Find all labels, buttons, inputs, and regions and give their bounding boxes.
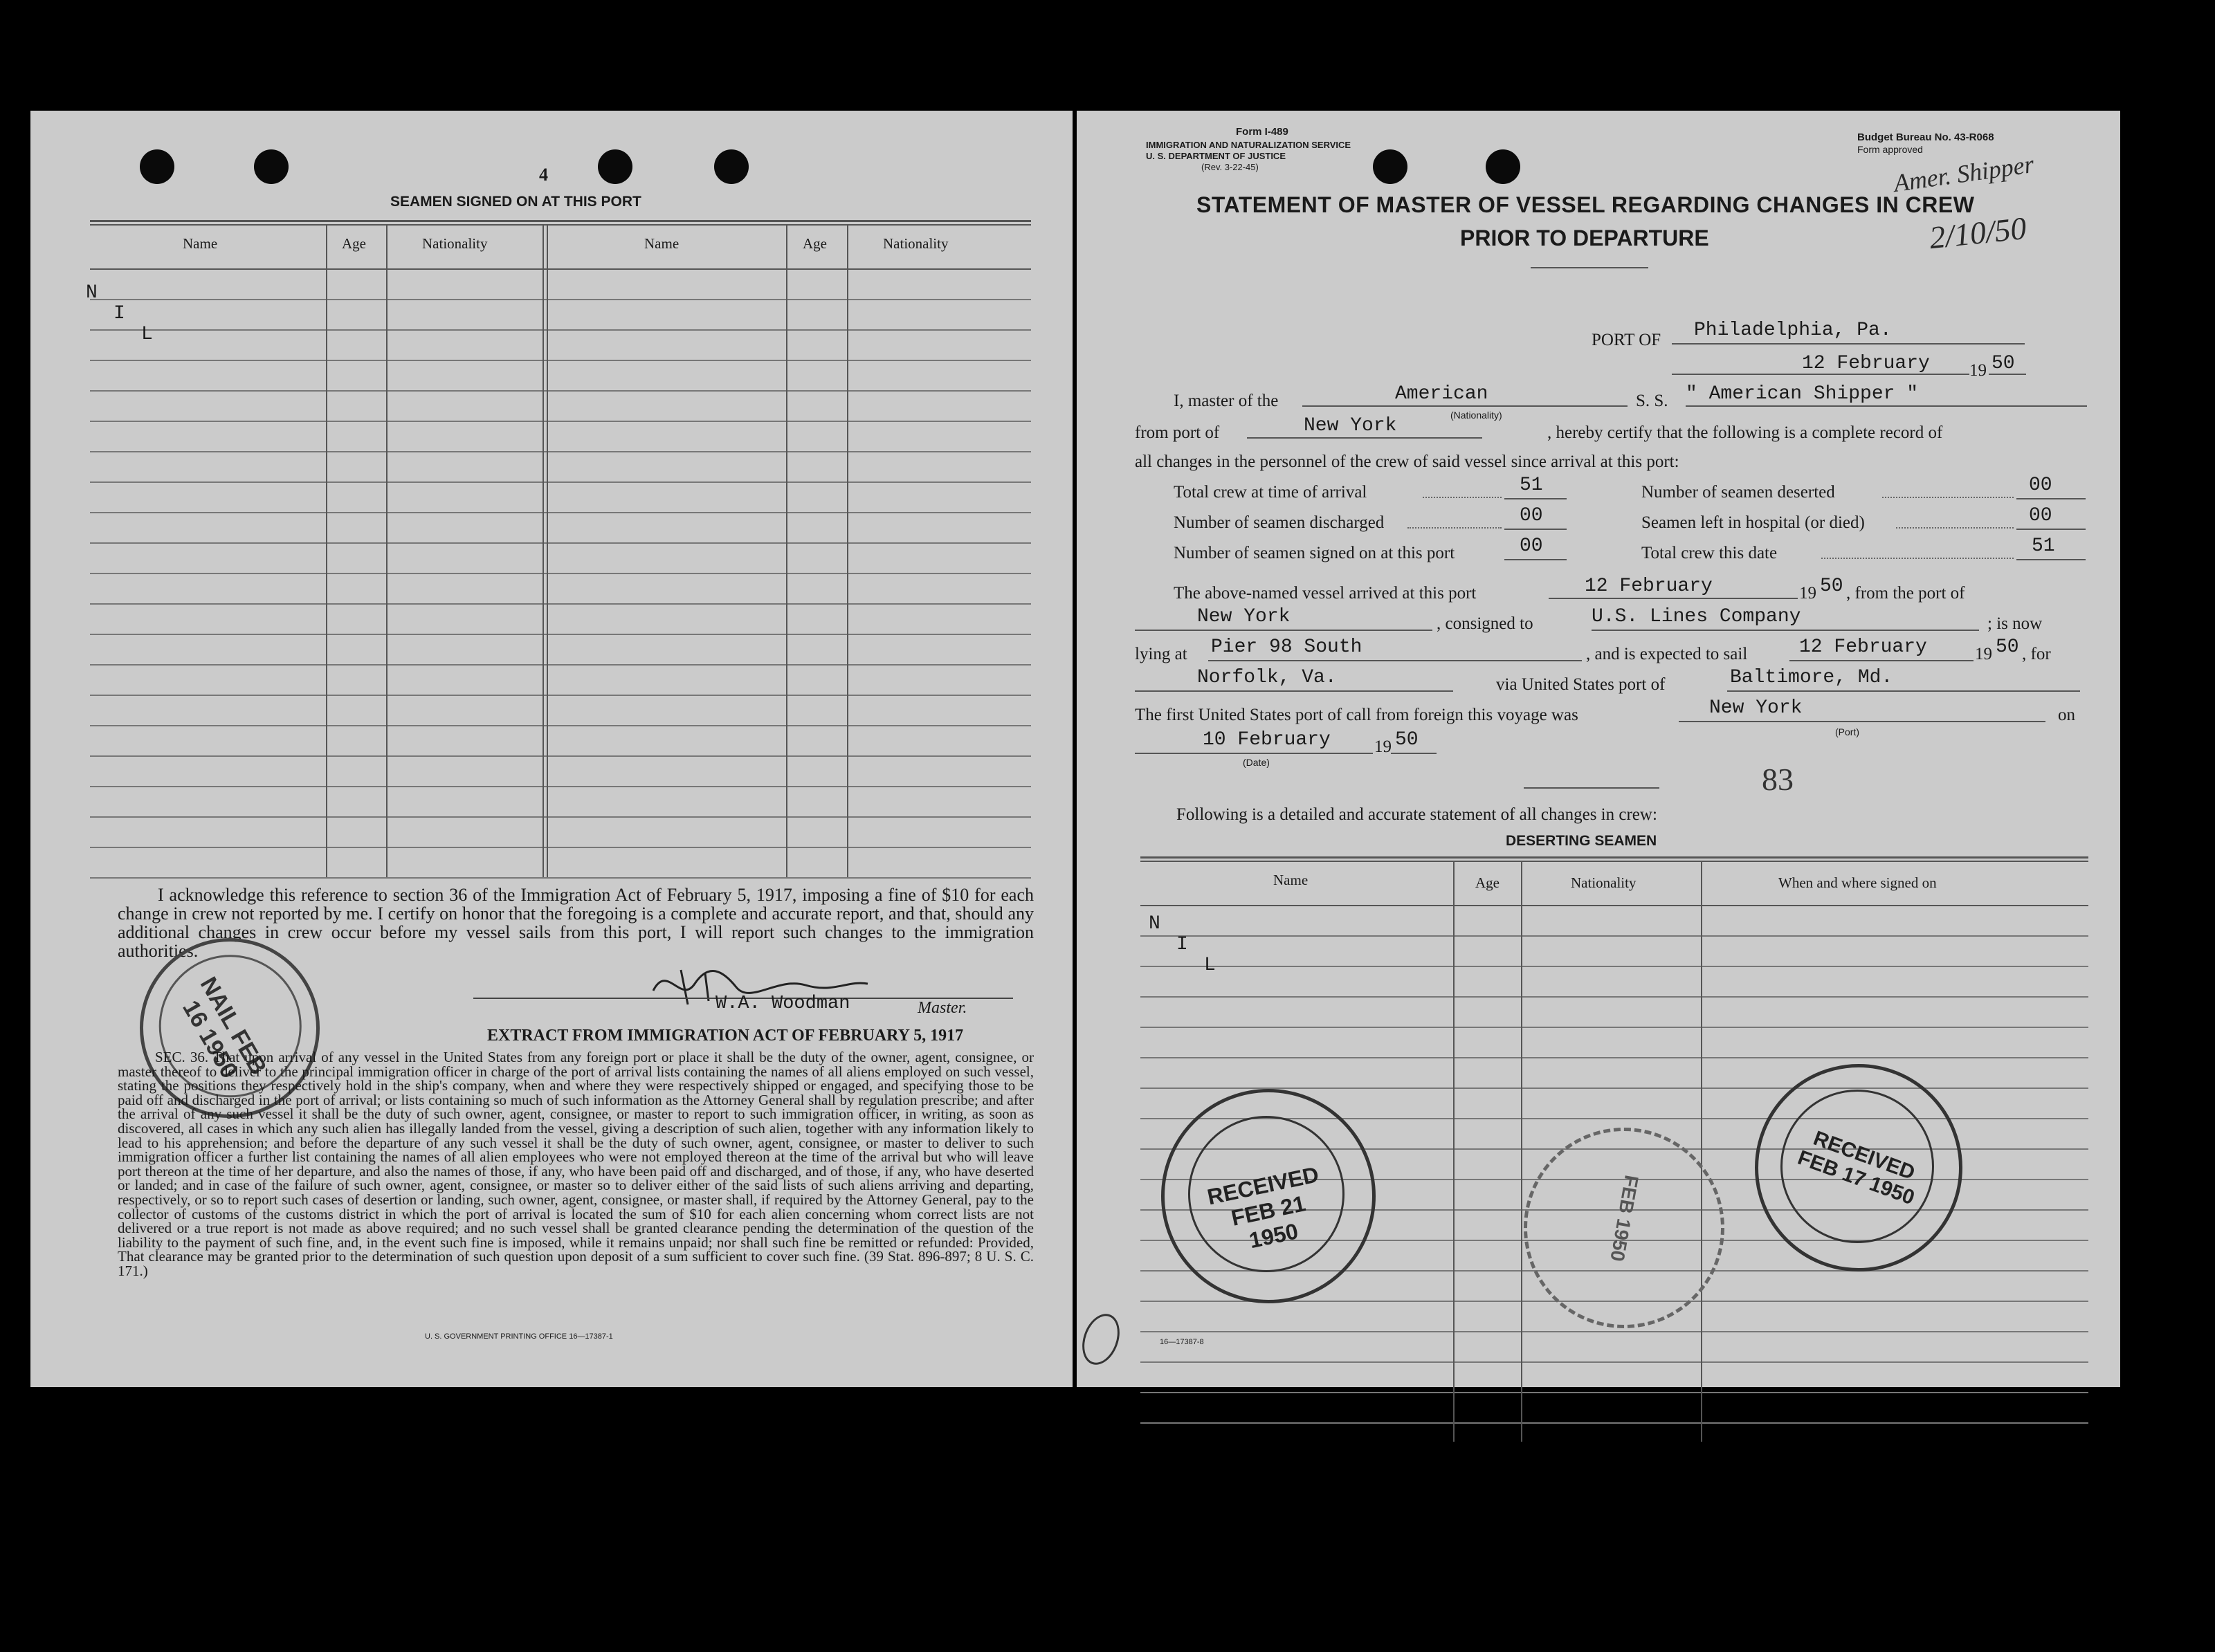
first-year: 50	[1395, 729, 1419, 751]
field-line	[1989, 374, 2026, 375]
form-title: STATEMENT OF MASTER OF VESSEL REGARDING CHANGES IN CREW	[1196, 192, 1975, 217]
revision: (Rev. 3-22-45)	[1201, 162, 1259, 172]
is-now-label: ; is now	[1987, 614, 2043, 633]
extract-body: SEC. 36. That upon arrival of any vessel in the United States from any foreign port or place it shall be the duty of the owner, agent, consignee, or master thereof to deliver to the principal immigration officer in charge of the port of arrival lists containing the names of all aliens employed on such vessel, stating the positions they respectively hold in the ship's company, when and where they were respectively shipped or engaged, and specifying those to be paid off and discharged in the port of arrival; or lists containing so much of such information as the Attorney General shall by regulation prescribe; and after the arrival of any such vessel it shall be the duty of such owner, agent, consignee, or master to report to such immigration officer, in writing, as soon as discovered, all cases in which any such alien has illegally landed from the vessel, giving a description of such alien, together with any information likely to lead to his apprehension; and before the departure of any such vessel it shall be the duty of such owner, agent, consignee, or master to deliver to such immigration officer a further list containing the names of all alien employees who were not employed thereon at the time of the arrival but who will leave port thereon at the time of her departure, and also the names of those, if any, who have been paid off and discharged, and of those, if any, who have deserted or landed; and in case of the failure of such owner, agent, consignee, or master so to deliver either of the said lists of such aliens arriving and departing, respectively, or so to report such cases of desertion or landing, such owner, agent, consignee, or master shall, if required by the Attorney General, pay to the collector of customs of the customs district in which the port of arrival is located the sum of $10 for each alien concerning whom correct lists are not delivered or a true report is not made as above required; and no such vessel shall be granted clearance pending the determination of the question of the liability to the payment of such fine, and, in the event such fine is imposed, while it remains unpaid; nor shall such fine be remitted or refunded: Provided, That clearance may be granted prior to the determination of such question upon deposit of a sum sufficient to cover such fine. (39 Stat. 896-897; 8 U. S. C. 171.)	[118, 1049, 1034, 1279]
port-caption: (Port)	[1835, 726, 1859, 737]
table-row-line	[90, 877, 1031, 879]
column-divider	[543, 224, 544, 877]
column-header: Age	[803, 235, 827, 252]
nil-letter: N	[1149, 913, 1160, 935]
from-the-port-label: , from the port of	[1846, 584, 1965, 603]
table-row-line	[1140, 966, 2088, 967]
stat-value: 00	[2029, 505, 2052, 526]
table-row-line	[1140, 1422, 2088, 1424]
stat-label: Seamen left in hospital (or died)	[1641, 513, 1865, 532]
table-row-line	[1140, 1027, 2088, 1028]
leader-dots	[1821, 558, 2014, 559]
left-page	[30, 111, 1073, 1387]
master-label: I, master of the	[1174, 392, 1279, 410]
certification-text: I acknowledge this reference to section 36 of the Immigration Act of February 5, 1917, imposing a fine of $10 for each change in crew not reported by me. I certify on honor that the foregoing is a complete and accurate report, and that, should any additional changes in crew occur before my vessel sails from this port, I will report such changes to the immigration authorities.	[118, 885, 1034, 961]
form-id: Form I-489	[1236, 126, 1288, 138]
field-line	[1247, 437, 1482, 439]
nil-letter: I	[1176, 934, 1188, 955]
date-value: 12 February	[1802, 353, 1930, 374]
stamp-text: RECEIVED FEB 21 1950	[1205, 1162, 1321, 1254]
punch-hole	[1373, 149, 1407, 184]
lying-label: lying at	[1135, 645, 1187, 663]
first-date: 10 February	[1203, 729, 1331, 751]
from-port-label: from port of	[1135, 423, 1220, 442]
column-header: Nationality	[883, 235, 949, 252]
stamp-text: NAIL FEB 16 1950	[177, 972, 272, 1083]
arrived-from: New York	[1197, 606, 1291, 627]
column-divider	[1521, 861, 1522, 1442]
leader-dots	[1423, 497, 1502, 498]
column-divider	[326, 224, 327, 877]
field-line	[1672, 343, 2025, 345]
destination: Norfolk, Va.	[1197, 667, 1337, 688]
table-row-line	[90, 329, 1031, 331]
first-port: New York	[1709, 697, 1803, 719]
page-number: 4	[539, 165, 548, 185]
certify-text: all changes in the personnel of the crew of said vessel since arrival at this port:	[1135, 452, 1679, 471]
column-header: Nationality	[422, 235, 488, 252]
field-line	[1727, 690, 2080, 692]
column-divider	[786, 224, 787, 877]
stat-value: 51	[2032, 535, 2055, 557]
ss-label: S. S.	[1636, 392, 1668, 410]
handwritten-date: 2/10/50	[1927, 210, 2028, 256]
column-divider	[1701, 861, 1702, 1442]
table-rule	[1140, 856, 2088, 859]
on-label: on	[2058, 706, 2075, 724]
nil-letter: I	[113, 303, 125, 324]
extract-heading: EXTRACT FROM IMMIGRATION ACT OF FEBRUARY 5, 1917	[487, 1027, 964, 1045]
handwritten-number: 83	[1762, 762, 1794, 797]
date-caption: (Date)	[1243, 757, 1270, 768]
nil-letter: L	[141, 324, 153, 345]
printer-mark: 16—17387-8	[1160, 1338, 1204, 1346]
leader-dots	[1882, 497, 2014, 498]
sail-date: 12 February	[1799, 636, 1927, 658]
table-row-line	[90, 725, 1031, 726]
sail-label: , and is expected to sail	[1586, 645, 1748, 663]
table-row-line	[90, 421, 1031, 422]
certify-text: , hereby certify that the following is a complete record of	[1547, 423, 1943, 442]
table-row-line	[90, 390, 1031, 392]
for-label: , for	[2022, 645, 2051, 663]
nationality-value: American	[1395, 383, 1488, 405]
table-row-line	[90, 816, 1031, 818]
vessel-value: " American Shipper "	[1686, 383, 1919, 405]
column-divider	[386, 224, 388, 877]
column-divider	[847, 224, 848, 877]
field-line	[1135, 630, 1432, 631]
field-line	[1135, 753, 1373, 754]
printer-mark: U. S. GOVERNMENT PRINTING OFFICE 16—17387-1	[425, 1332, 613, 1341]
field-line	[1504, 498, 1567, 499]
field-line	[1592, 630, 1979, 631]
stat-label: Total crew this date	[1641, 544, 1778, 562]
table-row-line	[90, 299, 1031, 300]
table-row-line	[1140, 1361, 2088, 1363]
year-prefix: 19	[1799, 584, 1816, 603]
form-subtitle: PRIOR TO DEPARTURE	[1460, 226, 1709, 250]
agency-line: U. S. DEPARTMENT OF JUSTICE	[1146, 151, 1286, 161]
table-row-line	[90, 786, 1031, 787]
field-line	[1302, 405, 1628, 407]
table-rule	[90, 220, 1031, 222]
field-line	[2016, 529, 2086, 530]
short-rule	[1524, 787, 1659, 789]
year-prefix: 19	[1975, 645, 1992, 663]
port-value: Philadelphia, Pa.	[1694, 320, 1892, 341]
master-name: W.A. Woodman	[715, 993, 850, 1014]
table-row-line	[90, 847, 1031, 848]
agency-line: IMMIGRATION AND NATURALIZATION SERVICE	[1146, 140, 1351, 150]
sail-year: 50	[1996, 636, 2019, 658]
table-row-line	[1140, 1087, 2088, 1089]
punch-hole	[598, 149, 632, 184]
field-line	[1504, 529, 1567, 530]
via-port: Baltimore, Md.	[1730, 667, 1893, 688]
table-row-line	[90, 755, 1031, 757]
right-page	[1077, 111, 2120, 1387]
table-row-line	[90, 451, 1031, 452]
field-line	[1686, 405, 2087, 407]
leader-dots	[1407, 527, 1502, 529]
table-row-line	[1140, 935, 2088, 937]
table-row-line	[90, 512, 1031, 513]
column-divider	[1453, 861, 1455, 1442]
table-row-line	[1140, 1057, 2088, 1058]
punch-hole	[254, 149, 289, 184]
stat-value: 00	[2029, 475, 2052, 496]
handwritten-note: Amer. Shipper	[1892, 150, 2036, 197]
port-label: PORT OF	[1592, 331, 1661, 349]
master-label: Master.	[918, 999, 967, 1017]
column-header: Name	[183, 235, 218, 252]
pier-value: Pier 98 South	[1211, 636, 1362, 658]
column-header: Name	[644, 235, 680, 252]
table-row-line	[1140, 996, 2088, 998]
received-stamp	[1161, 1089, 1376, 1303]
section-heading: SEAMEN SIGNED ON AT THIS PORT	[390, 194, 641, 210]
table-row-line	[90, 695, 1031, 696]
nationality-caption: (Nationality)	[1450, 410, 1502, 421]
field-line	[1208, 660, 1582, 661]
year-prefix: 19	[1969, 361, 1987, 380]
field-line	[1789, 660, 1974, 661]
deserting-heading: DESERTING SEAMEN	[1506, 833, 1657, 849]
table-row-line	[90, 634, 1031, 635]
received-stamp	[1755, 1064, 1962, 1272]
stat-label: Number of seamen deserted	[1641, 483, 1835, 502]
stat-value: 51	[1520, 475, 1543, 496]
first-port-label: The first United States port of call from foreign this voyage was	[1135, 706, 1578, 724]
field-line	[1549, 598, 1798, 599]
table-row-line	[90, 481, 1031, 483]
field-line	[1135, 690, 1453, 692]
nil-letter: L	[1204, 955, 1216, 976]
column-header: Age	[342, 235, 366, 252]
stat-value: 00	[1520, 535, 1543, 557]
column-header: Name	[1273, 872, 1309, 888]
punch-hole	[1486, 149, 1520, 184]
pencil-mark	[1076, 1309, 1127, 1370]
form-approved: Form approved	[1857, 144, 1923, 155]
table-row-line	[90, 573, 1031, 574]
faint-stamp	[1524, 1128, 1724, 1328]
column-header: Age	[1475, 874, 1500, 891]
table-rule	[1140, 905, 2088, 906]
stat-value: 00	[1520, 505, 1543, 526]
field-line	[1679, 721, 2045, 722]
title-rule	[1531, 267, 1648, 268]
column-divider	[547, 224, 548, 877]
consigned-label: , consigned to	[1437, 614, 1533, 633]
table-row-line	[90, 603, 1031, 605]
year-prefix: 19	[1374, 737, 1392, 756]
table-row-line	[90, 542, 1031, 544]
punch-hole	[140, 149, 174, 184]
from-port-value: New York	[1304, 415, 1397, 437]
stat-label: Total crew at time of arrival	[1174, 483, 1367, 502]
table-rule	[90, 268, 1031, 270]
via-label: via United States port of	[1496, 675, 1666, 694]
field-line	[2016, 498, 2086, 499]
table-row-line	[1140, 1331, 2088, 1332]
table-row-line	[90, 360, 1031, 361]
consignee: U.S. Lines Company	[1592, 606, 1801, 627]
field-line	[2016, 559, 2086, 560]
year-value: 50	[1991, 353, 2015, 374]
arrived-date: 12 February	[1585, 576, 1713, 597]
table-row-line	[90, 664, 1031, 666]
table-row-line	[1140, 1392, 2088, 1393]
stamp-text: RECEIVED FEB 17 1950	[1794, 1126, 1918, 1210]
arrived-label: The above-named vessel arrived at this port	[1174, 584, 1477, 603]
stat-label: Number of seamen discharged	[1174, 513, 1385, 532]
stamp-text: FEB 1950	[1606, 1173, 1643, 1263]
budget-number: Budget Bureau No. 43-R068	[1857, 131, 1994, 143]
table-rule	[90, 224, 1031, 226]
column-header: When and where signed on	[1778, 874, 1937, 891]
following-label: Following is a detailed and accurate statement of all changes in crew:	[1176, 805, 1657, 824]
arrived-year: 50	[1820, 576, 1843, 597]
column-header: Nationality	[1571, 874, 1637, 891]
nil-letter: N	[86, 282, 98, 304]
leader-dots	[1896, 527, 2014, 529]
field-line	[1391, 753, 1437, 754]
stat-label: Number of seamen signed on at this port	[1174, 544, 1455, 562]
field-line	[1504, 559, 1567, 560]
punch-hole	[714, 149, 749, 184]
table-rule	[1140, 861, 2088, 862]
